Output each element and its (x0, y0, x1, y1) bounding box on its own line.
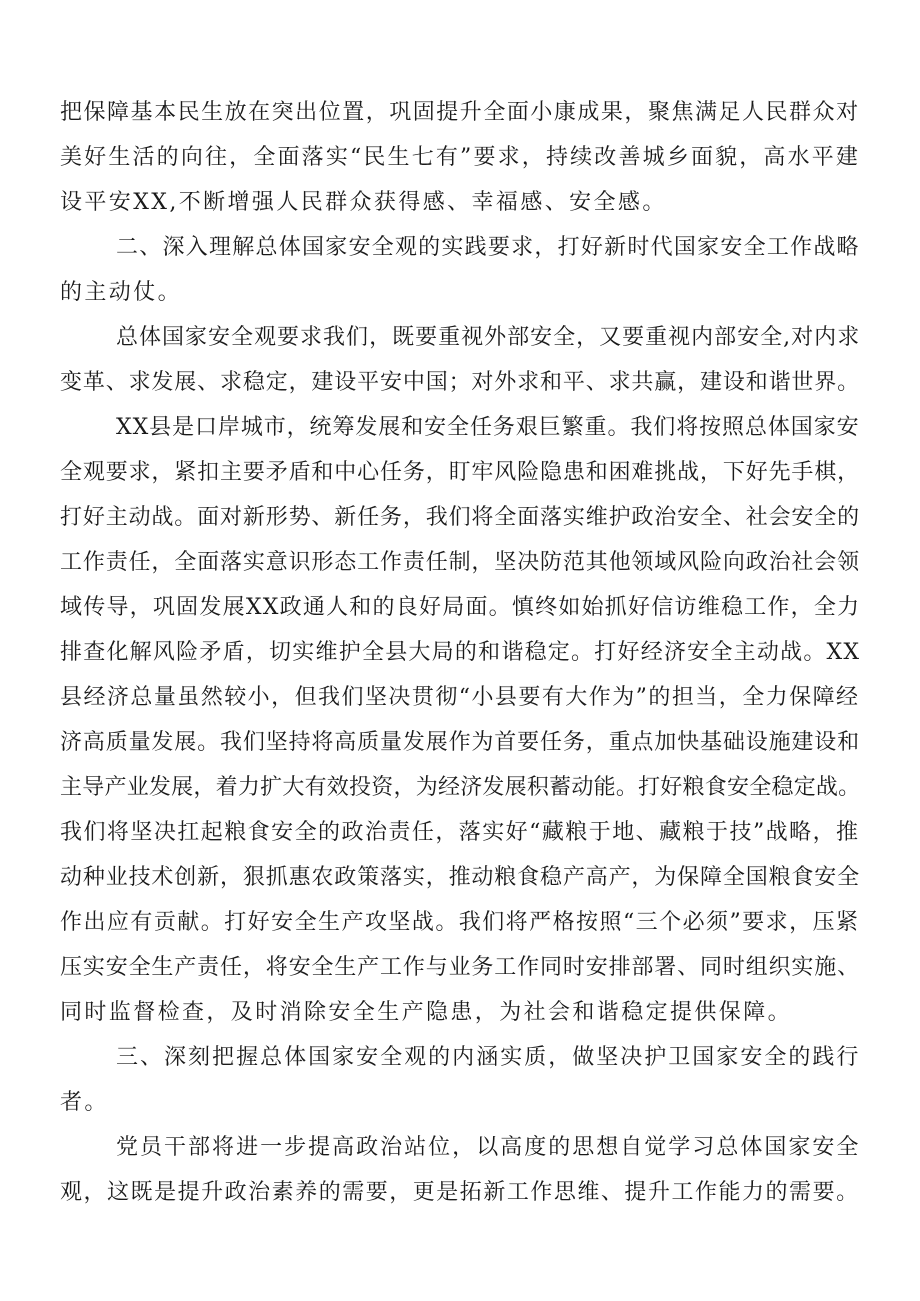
text-line-17: 我们将坚决扛起粮食安全的政治责任，落实好“藏粮于地、藏粮于技”战略，推 (60, 820, 860, 845)
text-line-14: 县经济总量虽然较小，但我们坚决贯彻“小县要有大作为”的担当，全力保障经 (60, 685, 860, 710)
text-line-9: 全观要求，紧扣主要矛盾和中心任务，盯牢风险隐患和困难挑战，下好先手棋， (60, 460, 861, 485)
text-line-2: 美好生活的向往，全面落实“民生七有”要求，持续改善城乡面貌，高水平建 (60, 145, 861, 170)
heading-2-line-1: 二、深入理解总体国家安全观的实践要求，打好新时代国家安全工作战略 (116, 235, 860, 260)
text-line-8: XX县是口岸城市，统筹发展和安全任务艰巨繁重。我们将按照总体国家安 (116, 415, 860, 440)
text-line-12: 域传导，巩固发展XX政通人和的良好局面。慎终如始抓好信访维稳工作，全力 (60, 595, 861, 620)
text-line-16: 主导产业发展，着力扩大有效投资，为经济发展积蓄动能。打好粮食安全稳定战。 (60, 775, 861, 800)
text-line-21: 同时监督检查，及时消除安全生产隐患，为社会和谐稳定提供保障。 (60, 1000, 793, 1025)
text-line-15: 济高质量发展。我们坚持将高质量发展作为首要任务，重点加快基础设施建设和 (60, 730, 861, 755)
text-line-1: 把保障基本民生放在突出位置，巩固提升全面小康成果，聚焦满足人民群众对 (60, 100, 860, 125)
heading-2-line-2: 的主动仗。 (60, 280, 183, 305)
text-line-7: 变革、求发展、求稳定，建设平安中国；对外求和平、求共赢，建设和谐世界。 (60, 370, 861, 395)
text-line-20: 压实安全生产责任，将安全生产工作与业务工作同时安排部署、同时组织实施、 (60, 955, 861, 980)
text-line-3: 设平安XX,不断增强人民群众获得感、幸福感、安全感。 (60, 190, 667, 215)
text-line-10: 打好主动战。面对新形势、新任务，我们将全面落实维护政治安全、社会安全的 (60, 505, 861, 530)
text-line-19: 作出应有贡献。打好安全生产攻坚战。我们将严格按照“三个必须”要求，压紧 (60, 910, 860, 935)
heading-3-line-2: 者。 (60, 1090, 109, 1115)
heading-3-line-1: 三、深刻把握总体国家安全观的内涵实质，做坚决护卫国家安全的践行 (116, 1045, 861, 1070)
text-line-11: 工作责任，全面落实意识形态工作责任制，坚决防范其他领域风险向政治社会领 (60, 550, 861, 575)
text-line-24: 党员干部将进一步提高政治站位，以高度的思想自觉学习总体国家安全 (116, 1135, 861, 1160)
text-line-13: 排查化解风险矛盾，切实维护全县大局的和谐稳定。打好经济安全主动战。XX (60, 640, 861, 665)
text-line-6: 总体国家安全观要求我们，既要重视外部安全，又要重视内部安全,对内求 (116, 325, 861, 350)
text-line-18: 动种业技术创新，狠抓惠农政策落实，推动粮食稳产高产，为保障全国粮食安全 (60, 865, 861, 890)
text-line-25: 观，这既是提升政治素养的需要，更是拓新工作思维、提升工作能力的需要。 (60, 1180, 860, 1205)
